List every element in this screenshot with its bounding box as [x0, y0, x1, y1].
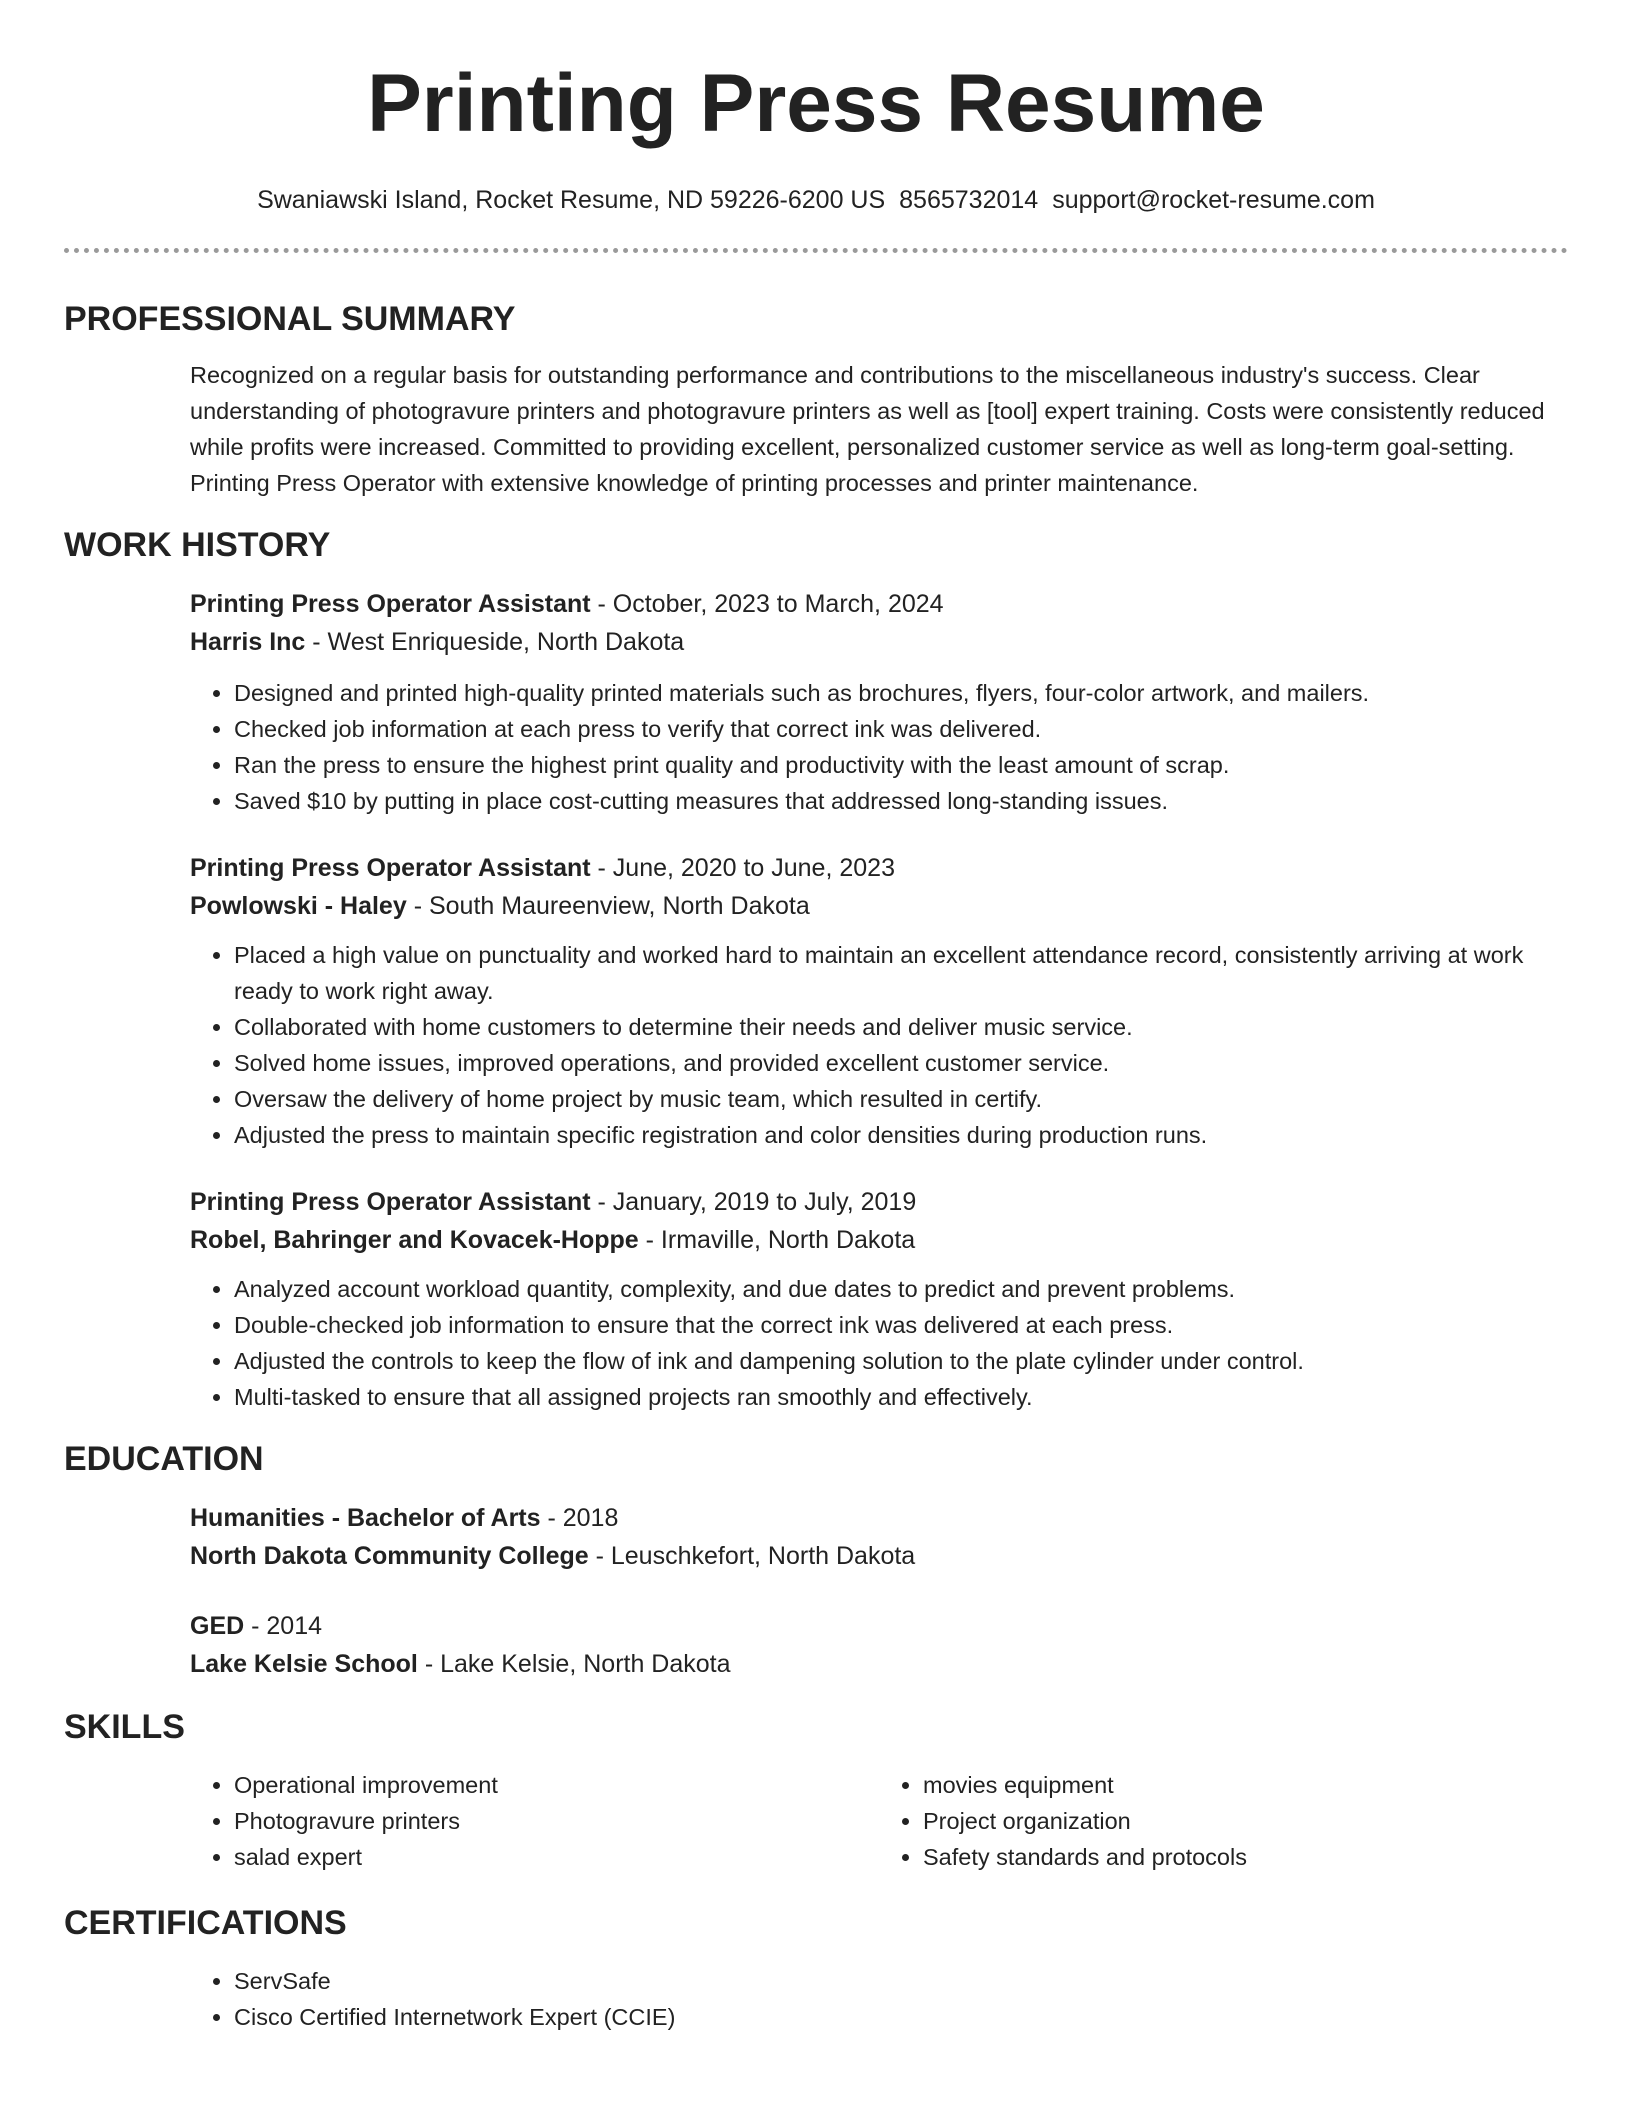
job-company: Harris Inc: [190, 628, 306, 656]
resume-title: Printing Press Resume: [367, 58, 1265, 149]
job-bullets: [190, 1271, 1568, 1415]
summary-block: [190, 357, 1568, 501]
job-company: Robel, Bahringer and Kovacek-Hoppe: [190, 1226, 639, 1254]
list-item: • Designed and printed high-quality printed materials such as brochures, flyers, four-color artwork, and mailers.: [234, 675, 1568, 711]
skills-list-right: [879, 1767, 1568, 1875]
list-item: • Adjusted the press to maintain specific registration and color densities during production runs.: [234, 1117, 1568, 1153]
list-item: • Safety standards and protocols: [923, 1839, 1568, 1875]
job-dates: - October, 2023 to March, 2024: [590, 590, 944, 618]
list-item: • Project organization: [923, 1803, 1568, 1839]
school: Lake Kelsie School: [190, 1650, 418, 1678]
job-dates: - January, 2019 to July, 2019: [590, 1188, 917, 1216]
list-item: • salad expert: [234, 1839, 879, 1875]
degree-year: - 2018: [540, 1504, 619, 1532]
education-entry: [190, 1499, 1568, 1575]
school-location: - Lake Kelsie, North Dakota: [417, 1650, 731, 1678]
list-item: • Collaborated with home customers to determine their needs and deliver music service.: [234, 1009, 1568, 1045]
school-location: - Leuschkefort, North Dakota: [588, 1542, 916, 1570]
job-entry: [190, 849, 1568, 1153]
degree: Humanities - Bachelor of Arts: [190, 1504, 541, 1532]
list-item: • Cisco Certified Internetwork Expert (CCIE): [234, 1999, 1568, 2035]
list-item: • movies equipment: [923, 1767, 1568, 1803]
job-location: - South Maureenview, North Dakota: [406, 892, 810, 920]
list-item: • Oversaw the delivery of home project by music team, which resulted in certify.: [234, 1081, 1568, 1117]
list-item: • Placed a high value on punctuality and worked hard to maintain an excellent attendance record, consistently arriving at work ready to work right away.: [234, 937, 1568, 1009]
job-location: - West Enriqueside, North Dakota: [305, 628, 685, 656]
section-title-summary: PROFESSIONAL SUMMARY: [64, 300, 516, 338]
job-role: Printing Press Operator Assistant: [190, 590, 591, 618]
list-item: • Solved home issues, improved operations, and provided excellent customer service.: [234, 1045, 1568, 1081]
job-role: Printing Press Operator Assistant: [190, 854, 591, 882]
resume-page: [64, 0, 1568, 2035]
skills-columns: [190, 1767, 1568, 1875]
contact-line: [64, 182, 1568, 218]
list-item: • Double-checked job information to ensure that the correct ink was delivered at each press.: [234, 1307, 1568, 1343]
section-title-work-history: WORK HISTORY: [64, 526, 331, 564]
section-title-skills: SKILLS: [64, 1708, 185, 1746]
education-entry: [190, 1607, 1568, 1683]
skills-list-left: [190, 1767, 879, 1875]
job-company-line: [190, 1221, 1568, 1259]
job-location: - Irmaville, North Dakota: [638, 1226, 916, 1254]
school: North Dakota Community College: [190, 1542, 589, 1570]
address-text: Swaniawski Island, Rocket Resume, ND 59226-6200 US: [257, 186, 886, 214]
school-line: [190, 1537, 1568, 1575]
degree: GED: [190, 1612, 245, 1640]
job-bullets: [190, 675, 1568, 819]
list-item: • Adjusted the controls to keep the flow of ink and dampening solution to the plate cylinder under control.: [234, 1343, 1568, 1379]
summary-text: Recognized on a regular basis for outstanding performance and contributions to the miscellaneous industry's success. Clear understanding of photogravure printers and photogravure printers as well as [tool] expert training. Costs were consistently reduced while profits were increased. Committed to providing excellent, personalized customer service as well as long-term goal-setting. Printing Press Operator with extensive knowledge of printing processes and printer maintenance.: [190, 362, 1545, 496]
school-line: [190, 1645, 1568, 1683]
degree-line: [190, 1607, 1568, 1645]
job-entry: [190, 585, 1568, 819]
list-item: • Operational improvement: [234, 1767, 879, 1803]
job-company: Powlowski - Haley: [190, 892, 407, 920]
list-item: • Checked job information at each press to verify that correct ink was delivered.: [234, 711, 1568, 747]
degree-line: [190, 1499, 1568, 1537]
certifications-list: [190, 1963, 1568, 2035]
job-bullets: [190, 937, 1568, 1153]
list-item: • Saved $10 by putting in place cost-cutting measures that addressed long-standing issues.: [234, 783, 1568, 819]
job-role: Printing Press Operator Assistant: [190, 1188, 591, 1216]
list-item: • Analyzed account workload quantity, complexity, and due dates to predict and prevent problems.: [234, 1271, 1568, 1307]
email-text: support@rocket-resume.com: [1052, 186, 1375, 214]
job-title-line: [190, 585, 1568, 623]
list-item: • Ran the press to ensure the highest print quality and productivity with the least amount of scrap.: [234, 747, 1568, 783]
list-item: • Photogravure printers: [234, 1803, 879, 1839]
header-divider: [64, 248, 1568, 253]
job-title-line: [190, 1183, 1568, 1221]
degree-year: - 2014: [244, 1612, 323, 1640]
list-item: • Multi-tasked to ensure that all assigned projects ran smoothly and effectively.: [234, 1379, 1568, 1415]
phone-text: 8565732014: [899, 186, 1039, 214]
job-title-line: [190, 849, 1568, 887]
job-company-line: [190, 887, 1568, 925]
list-item: • ServSafe: [234, 1963, 1568, 1999]
certifications-block: [190, 1963, 1568, 2035]
section-title-certifications: CERTIFICATIONS: [64, 1904, 347, 1942]
job-dates: - June, 2020 to June, 2023: [590, 854, 895, 882]
section-title-education: EDUCATION: [64, 1440, 264, 1478]
job-company-line: [190, 623, 1568, 661]
job-entry: [190, 1183, 1568, 1415]
